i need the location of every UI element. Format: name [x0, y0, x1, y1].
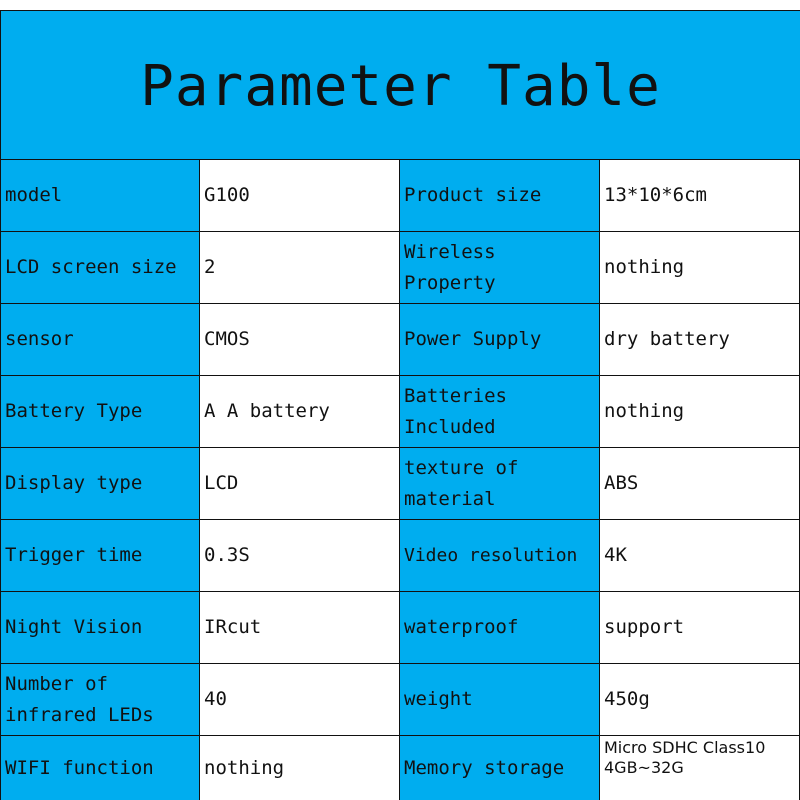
row-value-1 [200, 592, 400, 664]
row-label-2 [400, 592, 600, 664]
cell-text: 450g [604, 688, 650, 710]
cell-text: waterproof [404, 616, 519, 638]
cell-text: Night Vision [5, 616, 143, 638]
cell-text: A A battery [204, 400, 330, 422]
row-label-2 [400, 520, 600, 592]
cell-text: nothing [604, 256, 685, 278]
cell-text: CMOS [204, 328, 250, 350]
cell-text: Memory storage [404, 756, 565, 779]
cell-text: Wireless Property [404, 240, 496, 294]
row-value-1 [200, 736, 400, 800]
cell-text: model [5, 184, 63, 206]
row-value-2 [600, 376, 800, 448]
row-label-2 [400, 232, 600, 304]
cell-text: Battery Type [5, 400, 143, 422]
cell-text: Batteries Included [404, 384, 507, 438]
row-label-1 [0, 664, 200, 736]
cell-text: ABS [604, 472, 639, 494]
row-label-1 [0, 448, 200, 520]
row-label-1 [0, 376, 200, 448]
row-label-1 [0, 160, 200, 232]
row-label-1 [0, 520, 200, 592]
cell-text: 4K [604, 544, 627, 566]
row-value-1 [200, 304, 400, 376]
cell-text: texture of material [404, 456, 519, 510]
cell-text: Micro SDHC Class10 4GB~32G [604, 738, 766, 777]
cell-text: Number of infrared LEDs [5, 672, 154, 726]
row-value-1 [200, 448, 400, 520]
row-label-1 [0, 232, 200, 304]
cell-text: Power Supply [404, 328, 542, 350]
row-label-1 [0, 736, 200, 800]
cell-text: 40 [204, 688, 227, 710]
parameter-grid [0, 159, 800, 800]
row-label-1 [0, 304, 200, 376]
title-bar [0, 10, 800, 159]
row-value-2 [600, 304, 800, 376]
cell-text: 0.3S [204, 544, 250, 566]
row-value-1 [200, 232, 400, 304]
cell-text: Display type [5, 472, 143, 494]
row-label-2 [400, 376, 600, 448]
row-value-2 [600, 520, 800, 592]
cell-text: weight [404, 688, 473, 710]
row-label-2 [400, 664, 600, 736]
row-value-2 [600, 448, 800, 520]
cell-text: support [604, 616, 685, 638]
cell-text: Video resolution [404, 545, 578, 566]
cell-text: Trigger time [5, 544, 143, 566]
row-value-2 [600, 160, 800, 232]
cell-text: WIFI function [5, 756, 154, 779]
row-value-1 [200, 376, 400, 448]
row-value-1 [200, 160, 400, 232]
cell-text: LCD screen size [5, 256, 177, 278]
cell-text: IRcut [204, 616, 262, 638]
row-value-1 [200, 664, 400, 736]
page-title: Parameter Table [140, 53, 661, 119]
cell-text: 13*10*6cm [604, 184, 707, 206]
cell-text: sensor [5, 328, 74, 350]
row-label-2 [400, 160, 600, 232]
cell-text: 2 [204, 256, 216, 278]
cell-text: nothing [204, 756, 285, 779]
cell-text: LCD [204, 472, 239, 494]
row-label-2 [400, 448, 600, 520]
row-label-2 [400, 304, 600, 376]
row-value-2 [600, 736, 800, 800]
cell-text: Product size [404, 184, 542, 206]
cell-text: G100 [204, 184, 250, 206]
row-label-2 [400, 736, 600, 800]
row-value-1 [200, 520, 400, 592]
row-value-2 [600, 592, 800, 664]
cell-text: nothing [604, 400, 685, 422]
row-label-1 [0, 592, 200, 664]
row-value-2 [600, 664, 800, 736]
row-value-2 [600, 232, 800, 304]
cell-text: dry battery [604, 328, 730, 350]
